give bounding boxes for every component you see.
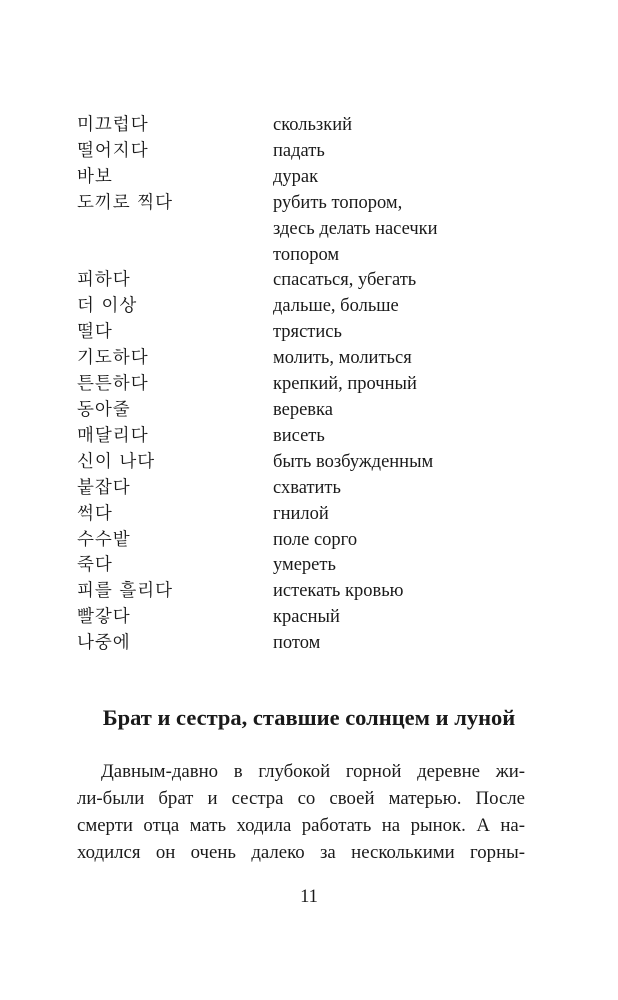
korean-word: 바보	[77, 166, 113, 187]
russian-translation: поле сорго	[273, 529, 358, 550]
korean-word: 붙잡다	[77, 477, 131, 498]
russian-translation: скользкий	[273, 115, 353, 135]
vocab-row	[77, 450, 547, 476]
vocab-row	[77, 346, 547, 372]
korean-word: 미끄럽다	[77, 115, 149, 135]
vocab-row	[77, 113, 547, 139]
russian-translation: гнилой	[273, 503, 329, 524]
paragraph-line: смерти отца мать ходила работать на рынок. А на-	[77, 815, 525, 836]
russian-translation: истекать кровью	[273, 581, 404, 602]
russian-translation: быть возбужденным	[273, 451, 434, 472]
paragraph-line: ходился он очень далеко за несколькими горны-	[77, 842, 525, 863]
vocab-row	[77, 605, 547, 631]
vocabulary-list	[77, 113, 547, 657]
story-paragraph	[77, 758, 525, 866]
russian-translation: схватить	[273, 477, 341, 498]
vocab-row	[77, 631, 547, 657]
vocab-row	[77, 139, 547, 165]
vocab-row	[77, 320, 547, 346]
korean-word: 떨다	[77, 322, 113, 343]
paragraph-line: Давным-давно в глубокой горной деревне жи-	[101, 761, 525, 782]
korean-word: 더 이상	[77, 296, 138, 317]
russian-translation: дальше, больше	[273, 296, 399, 317]
korean-word: 피를 흘리다	[77, 581, 174, 602]
vocab-row	[77, 372, 547, 398]
russian-translation: висеть	[273, 425, 325, 446]
paragraph-line: ли-были брат и сестра со своей матерью. После	[77, 788, 525, 809]
vocab-row	[77, 294, 547, 320]
korean-word: 매달리다	[77, 425, 149, 446]
russian-translation: веревка	[273, 399, 333, 420]
korean-word: 수수밭	[77, 529, 131, 550]
vocab-row	[77, 476, 547, 502]
vocab-row	[77, 502, 547, 528]
korean-word: 피하다	[77, 270, 131, 291]
russian-translation: дурак	[273, 166, 319, 187]
korean-word: 빨갛다	[77, 607, 131, 628]
russian-translation: молить, молиться	[273, 348, 412, 369]
vocab-row	[77, 191, 547, 269]
vocab-row	[77, 553, 547, 579]
korean-word: 썩다	[77, 503, 113, 524]
vocab-row	[77, 579, 547, 605]
korean-word: 죽다	[77, 555, 113, 576]
story-title: Брат и сестра, ставшие солнцем и луной	[102, 705, 516, 730]
korean-word: 떨어지다	[77, 140, 149, 161]
korean-word: 동아줄	[77, 399, 131, 420]
russian-translation: умереть	[273, 555, 336, 576]
vocab-row	[77, 165, 547, 191]
vocab-row	[77, 398, 547, 424]
russian-translation: красный	[273, 607, 340, 628]
russian-translation: потом	[273, 633, 321, 654]
vocab-row	[77, 268, 547, 294]
korean-word: 신이 나다	[77, 451, 156, 472]
russian-translation: падать	[273, 140, 325, 161]
russian-translation: спасаться, убегать	[273, 270, 417, 291]
vocab-row	[77, 424, 547, 450]
korean-word: 나중에	[77, 633, 131, 654]
korean-word: 튼튼하다	[77, 374, 149, 395]
korean-word: 도끼로 찍다	[77, 192, 174, 213]
russian-translation: рубить топором, здесь делать насечки топором	[273, 192, 438, 265]
korean-word: 기도하다	[77, 348, 149, 369]
vocab-row	[77, 528, 547, 554]
page-number: 11	[300, 887, 318, 907]
russian-translation: трястись	[273, 322, 342, 343]
russian-translation: крепкий, прочный	[273, 374, 417, 395]
